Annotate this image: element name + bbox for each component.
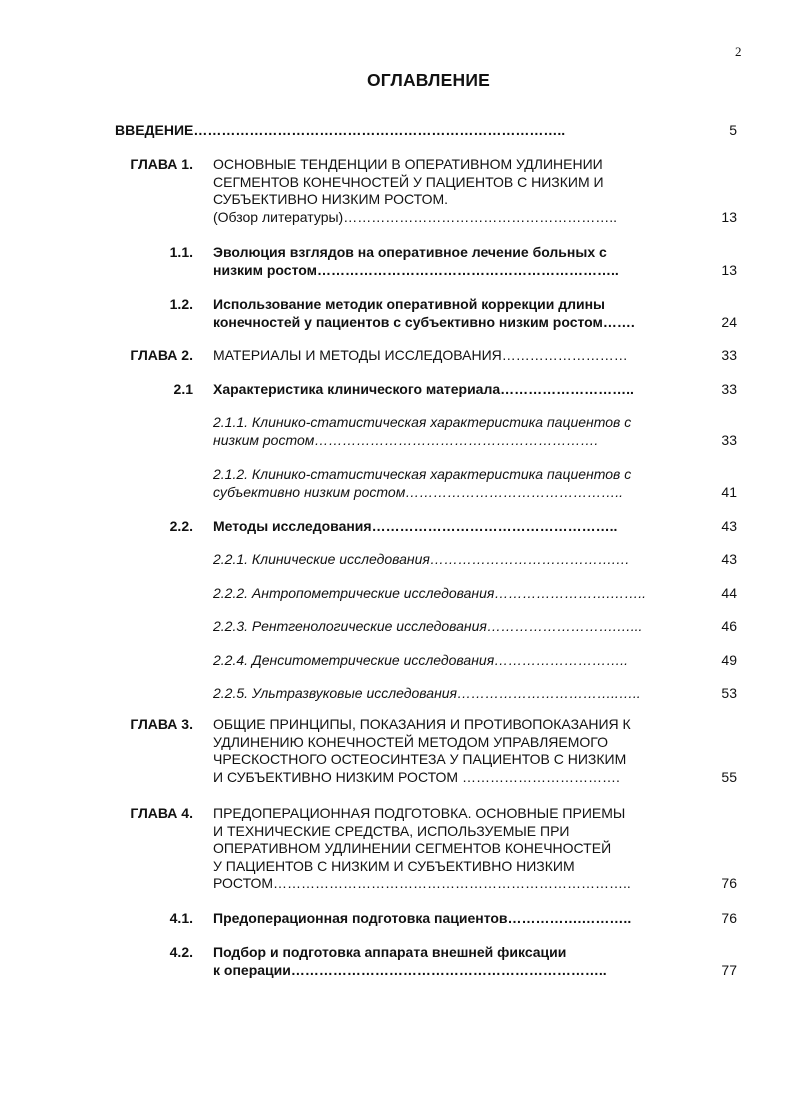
toc-entry-line: И ТЕХНИЧЕСКИЕ СРЕДСТВА, ИСПОЛЬЗУЕМЫЕ ПРИ [213, 822, 570, 839]
toc-entry-line: ПРЕДОПЕРАЦИОННАЯ ПОДГОТОВКА. ОСНОВНЫЕ ПРИЕМЫ [213, 805, 626, 821]
toc-entry [0, 551, 794, 569]
toc-entry-page-number: 44 [721, 585, 737, 601]
page-title: ОГЛАВЛЕНИЕ [366, 70, 491, 90]
toc-entry-label: ГЛАВА 1. [130, 156, 193, 172]
toc-entry-page-number: 76 [721, 875, 737, 891]
toc-entry-label: 1.2. [169, 296, 193, 312]
toc-entry-title [213, 296, 703, 331]
toc-entry-title [213, 466, 703, 501]
toc-entry-label: ГЛАВА 2. [130, 347, 193, 363]
toc-entry [0, 381, 794, 399]
toc-entry [0, 414, 794, 449]
toc-entry-page-number: 77 [721, 961, 737, 978]
toc-entry [0, 944, 794, 979]
toc-entry-line: низким ростом……………………………………………………. [213, 431, 599, 448]
toc-entry-page-number: 46 [721, 618, 737, 634]
toc-entry-line: Предоперационная подготовка пациентов…………….……….. [213, 910, 632, 926]
toc-entry-page-number: 13 [721, 208, 737, 225]
toc-entry-line: УДЛИНЕНИЮ КОНЕЧНОСТЕЙ МЕТОДОМ УПРАВЛЯЕМОГО [213, 733, 608, 750]
page-number: 2 [735, 44, 742, 59]
toc-entry [0, 652, 794, 670]
toc-entry [0, 244, 794, 279]
toc-entry-page-number: 76 [721, 910, 737, 926]
toc-entry-title [213, 685, 703, 703]
toc-entry-title [213, 156, 703, 226]
toc-entry [0, 585, 794, 603]
toc-entry-line: субъективно низким ростом……………………………………….. [213, 483, 624, 500]
toc-entry-line: ОПЕРАТИВНОМ УДЛИНЕНИИ СЕГМЕНТОВ КОНЕЧНОСТЕЙ [213, 840, 612, 856]
toc-entry-line: 2.2.3. Рентгенологические исследования……………………….…... [213, 618, 643, 634]
toc-entry-page-number: 43 [721, 518, 737, 534]
toc-entry-page-number: 33 [721, 347, 737, 363]
toc-entry-page-number: 24 [721, 313, 737, 330]
toc-entry-line: 2.2.2. Антропометрические исследования…………………….…….. [213, 585, 647, 601]
toc-entry [0, 805, 794, 893]
toc-entry [0, 618, 794, 636]
toc-entry-label: 4.2. [169, 944, 193, 960]
toc-entry-title [213, 414, 703, 449]
toc-entry-line: конечностей у пациентов с субъективно низким ростом……. [213, 313, 635, 330]
toc-entry-label: ГЛАВА 3. [130, 716, 193, 732]
toc-entry-line: ВВЕДЕНИЕ…………………………………………………………………….. [115, 122, 566, 138]
toc-entry [0, 347, 794, 365]
toc-entry-label: ГЛАВА 4. [130, 805, 193, 821]
toc-entry [0, 156, 794, 226]
toc-entry-line: Использование методик оперативной коррекции длины [213, 296, 605, 312]
toc-entry-title [213, 518, 703, 536]
toc-entry-page-number: 41 [721, 483, 737, 500]
toc-entry-line: У ПАЦИЕНТОВ С НИЗКИМ И СУБЪЕКТИВНО НИЗКИМ [213, 857, 575, 874]
toc-entry-label: 4.1. [169, 910, 193, 926]
toc-entry-line: 2.2.4. Денситометрические исследования……………………….. [213, 652, 628, 668]
toc-entry-label: 1.1. [169, 244, 193, 260]
toc-entry-label: 2.1 [173, 381, 193, 397]
toc-entry-page-number: 43 [721, 551, 737, 567]
toc-entry-page-number: 49 [721, 652, 737, 668]
toc-entry [0, 716, 794, 786]
toc-entry-title [213, 585, 703, 603]
toc-entry-line: 2.1.2. Клинико-статистическая характеристика пациентов с [213, 466, 632, 482]
toc-entry-line: низким ростом……………………………………………………….. [213, 261, 619, 278]
toc-entry-title [213, 716, 703, 786]
toc-entry-title [115, 122, 703, 140]
toc-entry-line: РОСТОМ………………………………………………………………….. [213, 875, 631, 891]
toc-entry-line: (Обзор литературы)………………………………………………….. [213, 208, 617, 225]
toc-entry-line: МАТЕРИАЛЫ И МЕТОДЫ ИССЛЕДОВАНИЯ……………………… [213, 347, 628, 363]
toc-entry-title [213, 381, 703, 399]
toc-entry-title [213, 910, 703, 928]
toc-entry-line: ОБЩИЕ ПРИНЦИПЫ, ПОКАЗАНИЯ И ПРОТИВОПОКАЗАНИЯ К [213, 716, 631, 732]
toc-entry-line: Подбор и подготовка аппарата внешней фиксации [213, 944, 567, 960]
toc-entry-line: к операции………………………………………………………….. [213, 961, 607, 978]
toc-entry-page-number: 5 [729, 122, 737, 138]
toc-entry-title [213, 347, 703, 365]
toc-entry-page-number: 13 [721, 261, 737, 278]
toc-entry [0, 518, 794, 536]
toc-entry-title [213, 652, 703, 670]
toc-entry-line: 2.2.5. Ультразвуковые исследования……………………………..….. [213, 685, 641, 701]
toc-entry [0, 122, 794, 140]
toc-entry-title [213, 944, 703, 979]
toc-entry-line: И СУБЪЕКТИВНО НИЗКИМ РОСТОМ ……………………………. [213, 768, 620, 785]
toc-entry-line: СЕГМЕНТОВ КОНЕЧНОСТЕЙ У ПАЦИЕНТОВ С НИЗКИМ И [213, 173, 604, 190]
toc-entry-line: 2.1.1. Клинико-статистическая характеристика пациентов с [213, 414, 632, 430]
toc-entry-page-number: 33 [721, 381, 737, 397]
toc-entry-line: СУБЪЕКТИВНО НИЗКИМ РОСТОМ. [213, 191, 449, 207]
toc-entry-line: ОСНОВНЫЕ ТЕНДЕНЦИИ В ОПЕРАТИВНОМ УДЛИНЕНИИ [213, 156, 603, 172]
toc-entry-page-number: 55 [721, 768, 737, 785]
toc-entry-label: 2.2. [169, 518, 193, 534]
toc-entry-line: Характеристика клинического материала……………………….. [213, 381, 634, 397]
toc-entry-title [213, 244, 703, 279]
toc-entry [0, 910, 794, 928]
toc-entry [0, 466, 794, 501]
toc-entry-page-number: 33 [721, 431, 737, 448]
toc-entry-title [213, 618, 703, 636]
toc-entry-line: ЧРЕСКОСТНОГО ОСТЕОСИНТЕЗА У ПАЦИЕНТОВ С НИЗКИМ [213, 751, 627, 767]
toc-entry-page-number: 53 [721, 685, 737, 701]
toc-entry-title [213, 805, 703, 893]
toc-entry-title [213, 551, 703, 569]
toc-entry [0, 685, 794, 703]
toc-entry-line: 2.2.1. Клинические исследования………………………………….… [213, 551, 630, 567]
toc-entry-line: Эволюция взглядов на оперативное лечение больных с [213, 244, 607, 260]
toc-entry [0, 296, 794, 331]
toc-entry-line: Методы исследования…………………………………………….. [213, 518, 618, 534]
